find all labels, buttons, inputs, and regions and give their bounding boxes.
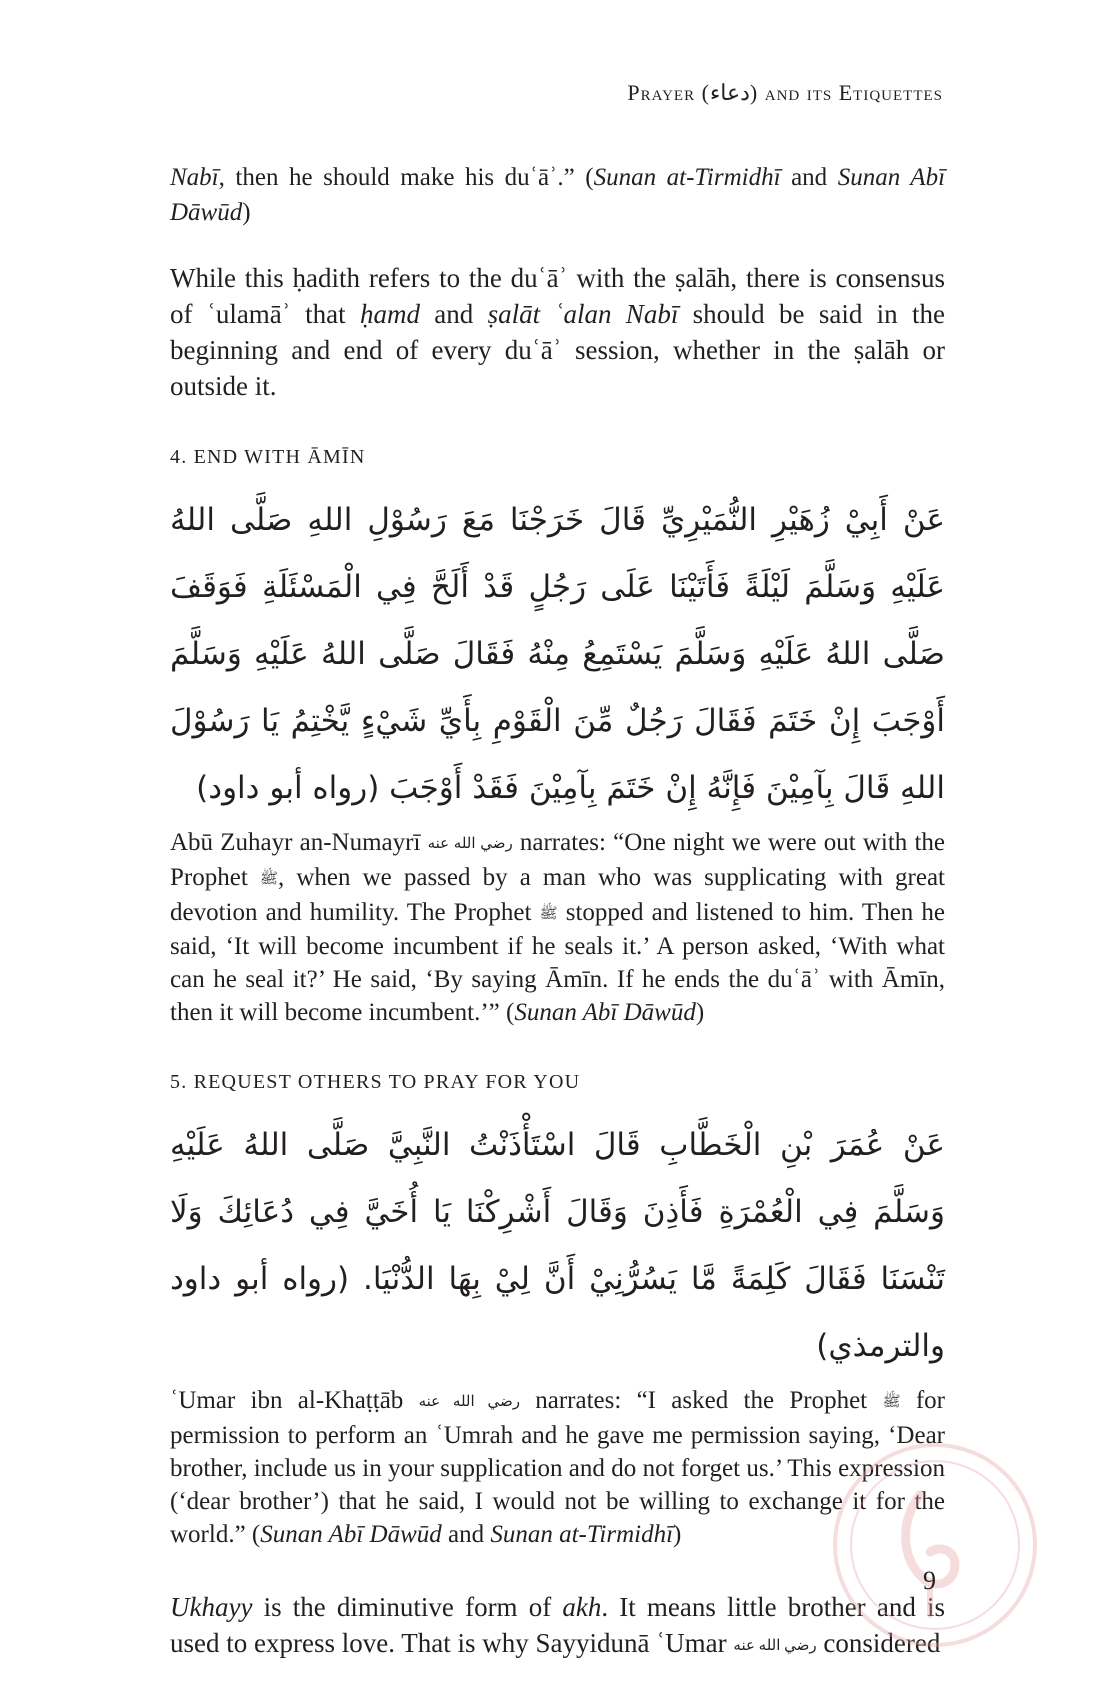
radiya-honorific-icon: رضي الله عنه: [733, 1637, 817, 1654]
body-paragraph: [170, 260, 945, 404]
tr5-text-5: ): [673, 1521, 682, 1549]
arabic-hadith-5: عَنْ عُمَرَ بْنِ الْخَطَّابِ قَالَ اسْتَأْذَنْتُ النَّبِيَّ صَلَّى اللهُ عَلَيْهِ وَسَلَّمَ فِي الْعُمْرَةِ فَأَذِنَ وَقَالَ أَشْرِكْنَا يَا أُخَيَّ فِي دُعَائِكَ وَلَا تَنْسَنَا فَقَالَ كَلِمَةً مَّا يَسُرُّنِيْ أَنَّ لِيْ بِهَا الدُّنْيَا. (رواه أبو داود والترمذي): [170, 1127, 945, 1365]
last-text-1: is the diminutive form of: [252, 1592, 563, 1623]
publisher-watermark-logo: [830, 1440, 1040, 1650]
tr4-text-5: ): [695, 999, 705, 1027]
page-content: [170, 160, 945, 1664]
salla-honorific-icon: ﷺ: [539, 905, 558, 922]
para1-salat: ṣalāt ʿalan Nabī: [487, 299, 679, 329]
tr4-text-1: Abū Zuhayr an-Numayrī: [170, 829, 428, 856]
last-ukhayy: Ukhayy: [170, 1592, 253, 1623]
tr5-text-3: for permission to perform an ʿUmrah and he gave me permission saying, ‘Dear brother, include us in your supplication and do not forget us.’ This expression (‘dear brother’) that he said, I would not be willing to exchange it for the world.” (: [170, 1387, 946, 1549]
intro-source-1: Sunan at-Tirmidhī: [593, 164, 781, 191]
radiya-honorific-icon: رضي الله عنه: [418, 1394, 520, 1411]
para1-text-2: and: [419, 299, 488, 329]
last-text-2: . It means little brother and is used to express love. That is why Sayyidunā ʿUmar: [170, 1592, 945, 1659]
intro-text-3: ): [242, 199, 251, 226]
hadith-translation-4: [170, 826, 945, 1029]
tr4-source: Sunan Abī Dāwūd: [514, 999, 696, 1027]
tr5-source-1: Sunan Abī Dāwūd: [260, 1521, 442, 1549]
intro-text-1: , then he should make his duʿāʾ.” (: [218, 164, 594, 191]
tr5-text-2: narrates: “I asked the Prophet: [519, 1387, 883, 1415]
section-heading-5: 5. REQUEST OTHERS TO PRAY FOR YOU: [170, 1071, 581, 1094]
salla-honorific-icon: ﷺ: [259, 870, 278, 887]
para1-text-1: While this ḥadith refers to the duʿāʾ with the ṣalāh, there is consensus of ʿulamāʾ that: [170, 263, 945, 329]
para1-text-3: should be said in the beginning and end of every duʿāʾ session, whether in the ṣalāh or outside it.: [170, 299, 945, 401]
running-header: Prayer (دعاء) and its Etiquettes: [627, 80, 943, 105]
tr4-text-4: stopped and listened to him. Then he said, ‘It will become incumbent if he seals it.’ A person asked, ‘With what can he seal it?’ He said, ‘By saying Āmīn. If he ends the duʿāʾ with Āmīn, then it will become incumbent.’” (: [170, 898, 945, 1027]
intro-source-2: Sunan Abī Dāwūd: [170, 164, 946, 226]
tr4-text-2: narrates: “One night we were out with the Prophet: [170, 829, 945, 891]
radiya-honorific-icon: رضي الله عنه: [427, 835, 513, 852]
para1-hamd: ḥamd: [359, 299, 420, 329]
intro-text-2: and: [780, 164, 838, 191]
intro-paragraph: [170, 160, 945, 230]
salla-honorific-icon: ﷺ: [882, 1394, 901, 1411]
arabic-hadith-4: عَنْ أَبِيْ زُهَيْرِ النُّمَيْرِيِّ قَالَ خَرَجْنَا مَعَ رَسُوْلِ اللهِ صَلَّى اللهُ عَلَيْهِ وَسَلَّمَ لَيْلَةً فَأَتَيْنَا عَلَى رَجُلٍ قَدْ أَلَحَّ فِي الْمَسْئَلَةِ فَوَقَفَ صَلَّى اللهُ عَلَيْهِ وَسَلَّمَ يَسْتَمِعُ مِنْهُ فَقَالَ صَلَّى اللهُ عَلَيْهِ وَسَلَّمَ أَوْجَبَ إِنْ خَتَمَ فَقَالَ رَجُلٌ مِّنَ الْقَوْمِ بِأَيِّ شَيْءٍ يَّخْتِمُ يَا رَسُوْلَ اللهِ قَالَ بِآمِيْنَ فَإِنَّهُ إِنْ خَتَمَ بِآمِيْنَ فَقَدْ أَوْجَبَ (رواه أبو داود): [170, 502, 945, 806]
page-number: 9: [923, 1566, 936, 1595]
tr5-text-4: and: [441, 1521, 491, 1549]
tr5-source-2: Sunan at-Tirmidhī: [490, 1521, 674, 1549]
section-heading-4: 4. END WITH ĀMĪN: [170, 446, 366, 468]
last-akh: akh: [562, 1592, 602, 1623]
last-text-3: considered: [816, 1628, 941, 1659]
hadith-translation-5: [170, 1384, 945, 1551]
tr5-text-1: ʿUmar ibn al-Khaṭṭāb: [170, 1387, 419, 1415]
intro-nabi: Nabī: [170, 164, 219, 191]
closing-paragraph: [170, 1589, 945, 1664]
tr4-text-3: , when we passed by a man who was supplicating with great devotion and humility. The Prophet: [170, 863, 945, 926]
